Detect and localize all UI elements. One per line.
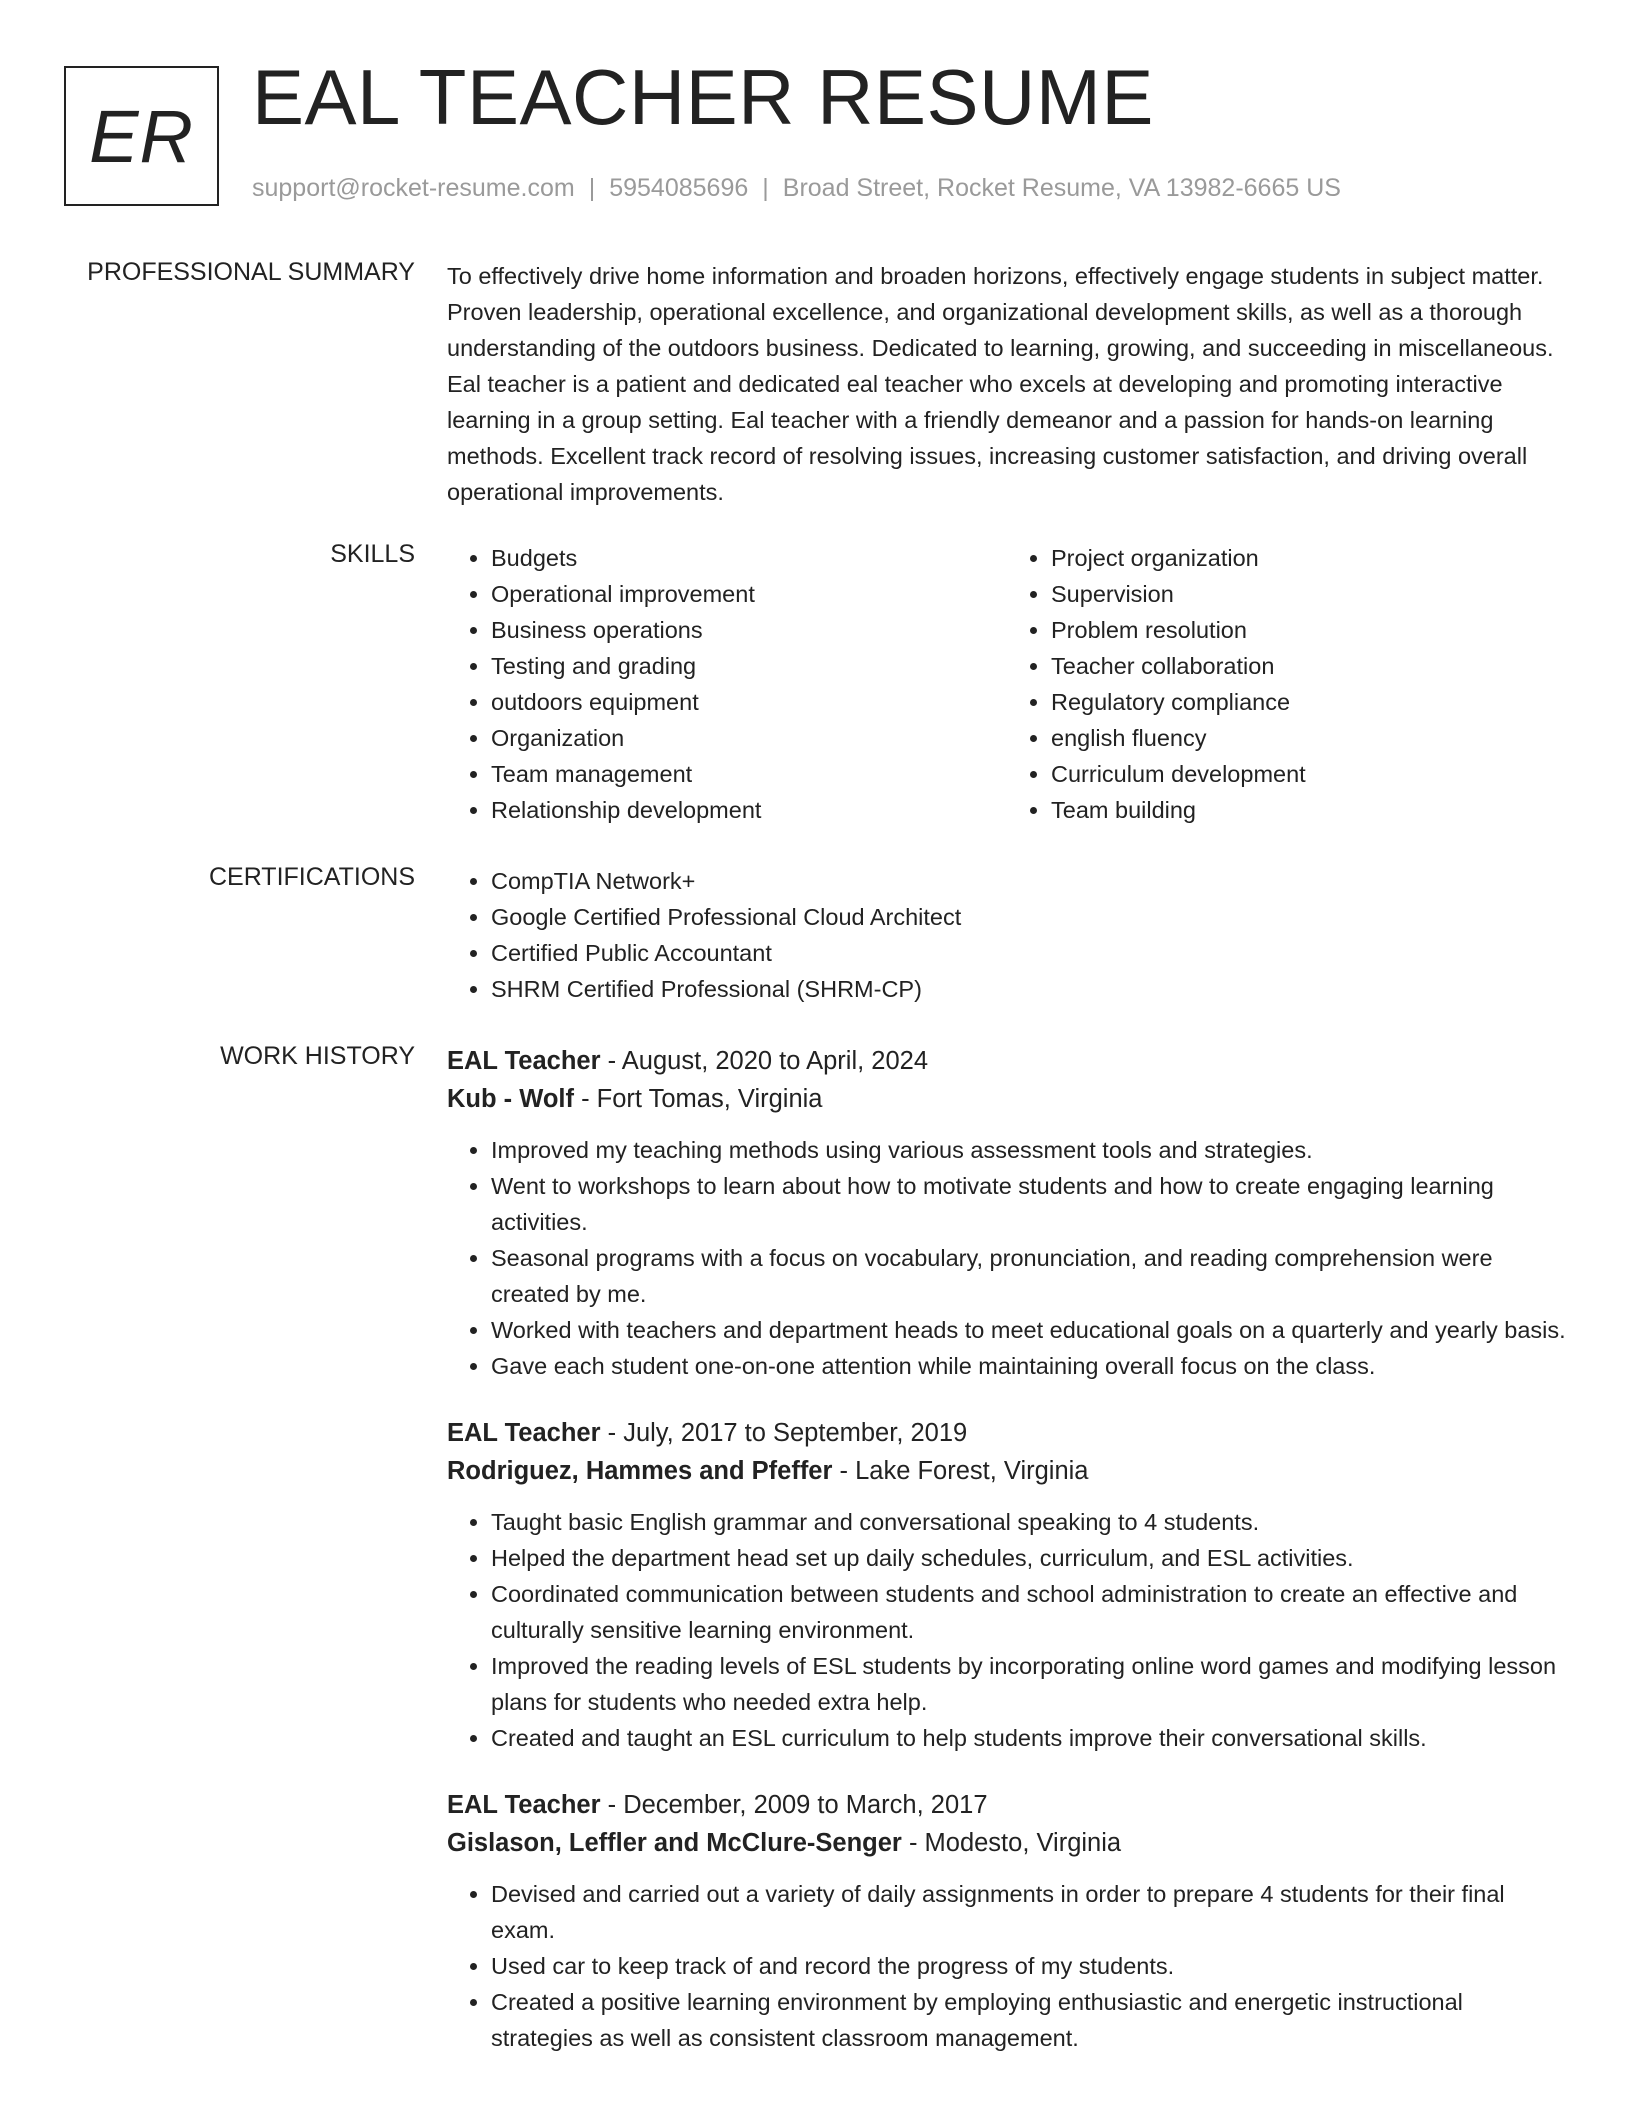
section-label-certifications: CERTIFICATIONS <box>208 863 415 891</box>
skill-item: • Relationship development <box>491 792 1007 828</box>
job-dates: - August, 2020 to April, 2024 <box>600 1047 929 1075</box>
job-bullet: • Improved my teaching methods using various assessment tools and strategies. <box>491 1132 1567 1168</box>
job-entry <box>447 1042 1567 1384</box>
skill-item: • Organization <box>491 720 1007 756</box>
certifications-list <box>447 863 1567 1007</box>
job-bullets <box>447 1132 1567 1384</box>
skills-list-left <box>447 540 1007 828</box>
job-title-line <box>447 1786 1567 1824</box>
job-title-line <box>447 1414 1567 1452</box>
job-dates: - July, 2017 to September, 2019 <box>600 1419 968 1447</box>
section-label-work-history: WORK HISTORY <box>220 1042 415 1070</box>
job-company-line <box>447 1452 1567 1490</box>
job-bullet: • Devised and carried out a variety of daily assignments in order to prepare 4 students for their final exam. <box>491 1876 1567 1948</box>
contact-separator: | <box>762 174 769 202</box>
skill-item: • Operational improvement <box>491 576 1007 612</box>
monogram-box <box>64 66 219 206</box>
skill-item: • Project organization <box>1051 540 1567 576</box>
monogram-initials: ER <box>89 94 194 178</box>
job-company-line <box>447 1824 1567 1862</box>
skill-item: • Teacher collaboration <box>1051 648 1567 684</box>
contact-phone[interactable]: 5954085696 <box>609 174 749 202</box>
job-bullet: • Went to workshops to learn about how to motivate students and how to create engaging learning activities. <box>491 1168 1567 1240</box>
summary-content <box>447 258 1567 510</box>
job-title: EAL Teacher <box>447 1419 601 1447</box>
skills-columns <box>447 540 1567 828</box>
job-location: - Modesto, Virginia <box>901 1829 1122 1857</box>
job-bullet: • Created and taught an ESL curriculum to help students improve their conversational skills. <box>491 1720 1567 1756</box>
skill-item: • Budgets <box>491 540 1007 576</box>
certifications-content <box>447 863 1567 1007</box>
job-title: EAL Teacher <box>447 1791 601 1819</box>
section-label-skills: SKILLS <box>330 540 415 568</box>
job-dates: - December, 2009 to March, 2017 <box>600 1791 988 1819</box>
certification-item: • SHRM Certified Professional (SHRM-CP) <box>491 971 1567 1007</box>
skill-item: • outdoors equipment <box>491 684 1007 720</box>
job-location: - Lake Forest, Virginia <box>832 1457 1089 1485</box>
skills-list-right <box>1007 540 1567 828</box>
job-bullets <box>447 1504 1567 1756</box>
skill-item: • Testing and grading <box>491 648 1007 684</box>
resume-title: EAL TEACHER RESUME <box>252 53 1154 141</box>
summary-text: To effectively drive home information and broaden horizons, effectively engage students in subject matter. Proven leadership, operational excellence, and organizational development skills, as well as a thorough understanding of the outdoors business. Dedicated to learning, growing, and succeeding in miscellaneous. Eal teacher is a patient and dedicated eal teacher who excels at developing and promoting interactive learning in a group setting. Eal teacher with a friendly demeanor and a passion for hands-on learning methods. Excellent track record of resolving issues, increasing customer satisfaction, and driving overall operational improvements. <box>447 263 1554 505</box>
job-title-line <box>447 1042 1567 1080</box>
job-bullet: • Seasonal programs with a focus on vocabulary, pronunciation, and reading comprehension were created by me. <box>491 1240 1567 1312</box>
contact-separator: | <box>588 174 596 202</box>
skill-item: • Team management <box>491 756 1007 792</box>
skill-item: • Team building <box>1051 792 1567 828</box>
skill-item: • Regulatory compliance <box>1051 684 1567 720</box>
section-label-summary: PROFESSIONAL SUMMARY <box>87 258 415 286</box>
job-entry <box>447 1414 1567 1756</box>
certification-item: • Google Certified Professional Cloud Architect <box>491 899 1567 935</box>
certification-item: • Certified Public Accountant <box>491 935 1567 971</box>
job-location: - Fort Tomas, Virginia <box>574 1085 823 1113</box>
job-bullet: • Taught basic English grammar and conversational speaking to 4 students. <box>491 1504 1567 1540</box>
job-company: Kub - Wolf <box>447 1085 574 1113</box>
job-bullet: • Gave each student one-on-one attention while maintaining overall focus on the class. <box>491 1348 1567 1384</box>
job-company: Gislason, Leffler and McClure-Senger <box>447 1829 902 1857</box>
contact-email[interactable]: support@rocket-resume.com <box>252 174 575 202</box>
job-title: EAL Teacher <box>447 1047 601 1075</box>
contact-line <box>252 174 1341 203</box>
job-bullet: • Created a positive learning environment by employing enthusiastic and energetic instructional strategies as well as consistent classroom management. <box>491 1984 1567 2056</box>
job-bullet: • Worked with teachers and department heads to meet educational goals on a quarterly and yearly basis. <box>491 1312 1567 1348</box>
job-bullets <box>447 1876 1567 2056</box>
job-bullet: • Coordinated communication between students and school administration to create an effective and culturally sensitive learning environment. <box>491 1576 1567 1648</box>
job-entry <box>447 1786 1567 2056</box>
work-history-content <box>447 1042 1567 2086</box>
job-company: Rodriguez, Hammes and Pfeffer <box>447 1457 833 1485</box>
skill-item: • Problem resolution <box>1051 612 1567 648</box>
skill-item: • Supervision <box>1051 576 1567 612</box>
skill-item: • english fluency <box>1051 720 1567 756</box>
certification-item: • CompTIA Network+ <box>491 863 1567 899</box>
skill-item: • Curriculum development <box>1051 756 1567 792</box>
job-company-line <box>447 1080 1567 1118</box>
job-bullet: • Helped the department head set up daily schedules, curriculum, and ESL activities. <box>491 1540 1567 1576</box>
skill-item: • Business operations <box>491 612 1007 648</box>
contact-address: Broad Street, Rocket Resume, VA 13982-6665 US <box>782 174 1341 202</box>
job-bullet: • Used car to keep track of and record the progress of my students. <box>491 1948 1567 1984</box>
job-bullet: • Improved the reading levels of ESL students by incorporating online word games and modifying lesson plans for students who needed extra help. <box>491 1648 1567 1720</box>
